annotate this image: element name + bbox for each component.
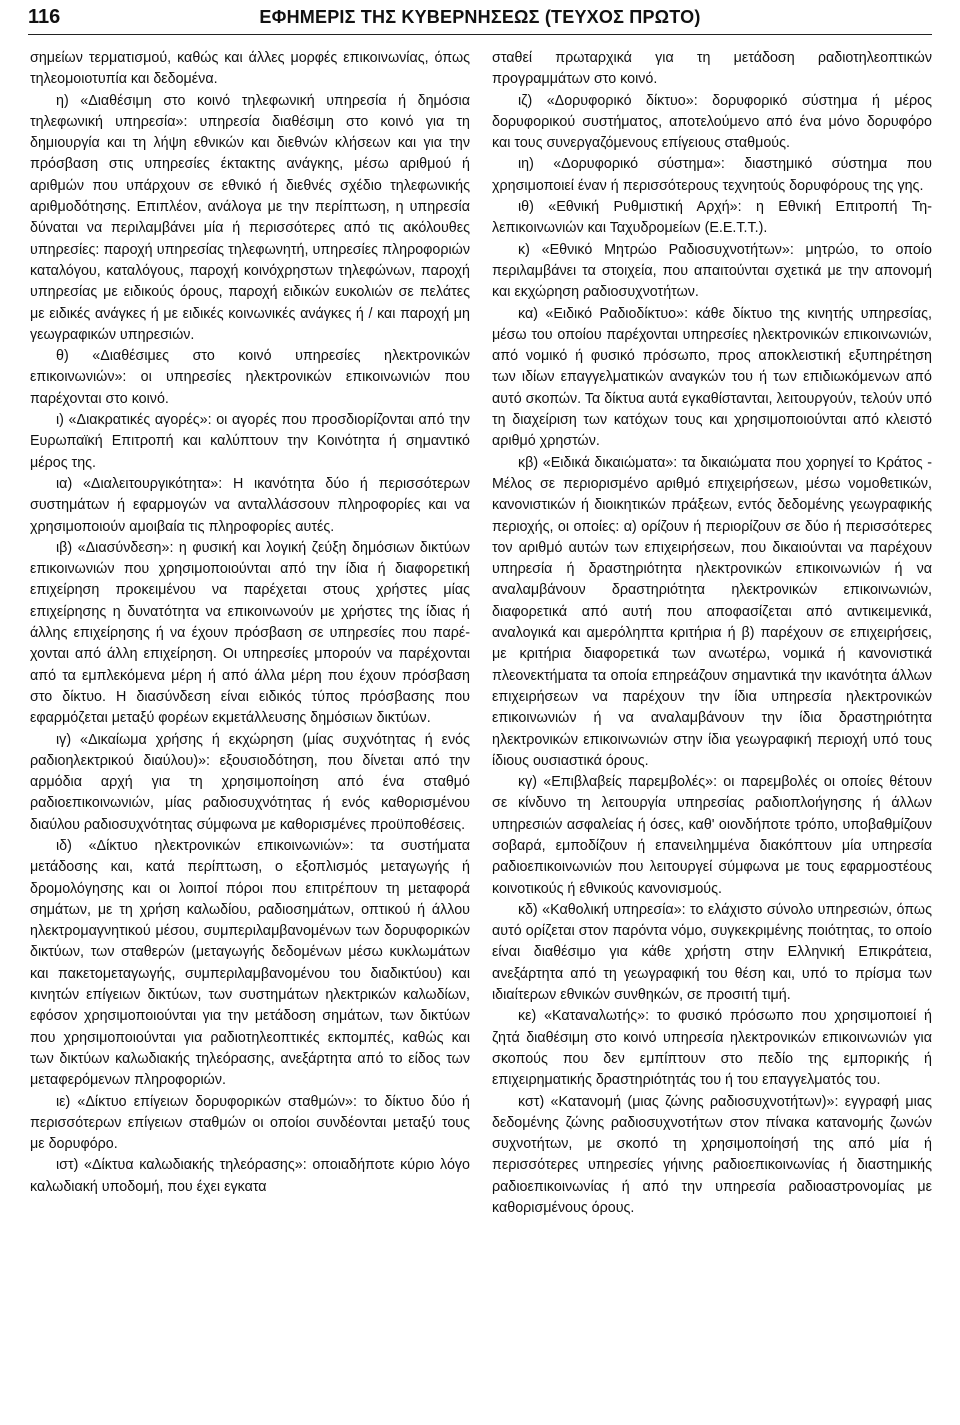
paragraph: κβ) «Ειδικά δικαιώματα»: τα δικαιώματα που χορηγεί το Κράτος - Μέλος σε περιορισμένο αριθμό επιχειρήσεων, μέσω νομοθετικών, κανονιστικών ή διοικητικών πράξεων, εντός δεδομένης γεωγραφικής περιοχής, οι οποίες: α) ορίζουν ή περιορίζουν σε δύο ή περισσότερες τον αριθμό αυτών των επιχειρήσεων, που δικαιούνται να παρέχουν υπηρεσία ή δραστηριότητα ηλεκτρονικών επικοινωνιών ή να αναλαμβάνουν δραστηριότητα ηλεκτρονικών επικοινωνιών, διαφορετικά από αυτή που αποφασίζεται από αντικειμενικά, αναλογικά και αμερόληπτα κριτήρια ή β) παρέχουν σε επιχειρήσεις, με κριτήρια διαφορετικά των ανωτέρω, νομικά ή κανονιστικά πλεονεκτήματα τα οποία επηρεάζουν σημαντικά την ικανότητα άλλων επιχειρήσεων να παρέχουν την ίδια υπηρεσία ηλεκτρονικών επικοινωνιών ή να αναλαμβάνουν την ίδια δραστηριότητα ηλεκτρονικών επικοινωνιών στην ίδια γεωγραφική περιοχή υπό τους ίδιους ουσιαστικά όρους. — [492, 454, 932, 769]
paragraph: ιστ) «Δίκτυα καλωδιακής τηλεόρασης»: οποιαδήποτε κύριο λόγο καλωδιακή υποδομή, που έχει εγκατα — [30, 1157, 470, 1195]
paragraph: ιη) «Δορυφορικό σύστημα»: διαστημικό σύστημα που χρησιμοποιεί έναν ή περισσότερους τεχνητούς δορυφόρους της γης. — [492, 156, 932, 194]
paragraph: ιζ) «Δορυφορικό δίκτυο»: δορυφορικό σύστημα ή μέρος δορυφορικού συστήματος, αποτελούμενο από ένα μόνο δορυφόρο και τους συνεργαζόμενους επίγειους σταθμούς. — [492, 92, 932, 152]
paragraph: κγ) «Επιβλαβείς παρεμβολές»: οι παρεμβολές οι οποίες θέτουν σε κίνδυνο τη λειτουργία υπηρεσίας ραδιοπλοήγησης ή άλλων υπηρεσιών ασφαλείας ή όσες, καθ' οιονδήποτε τρόπο, υποβαθμίζουν σοβαρά, εμποδίζουν ή επανειλημμένα διακόπτουν μία υπηρεσία ραδιοεπικοινωνιών που λειτουργεί σύμφωνα με τους εφαρμοστέους κοινοτικούς ή εθνικούς κανονισμούς. — [492, 774, 932, 897]
paragraph: ιβ) «Διασύνδεση»: η φυσική και λογική ζεύξη δημόσιων δικτύων επικοινωνιών που χρησιμοποιούνται από την ίδια ή διαφορετική επιχείρηση προκειμένου να παρέχεται στους χρήστες μίας επιχείρησης η δυνατότητα να επικοινωνούν με χρήστες της ίδιας ή άλλης επιχείρησης ή να έχουν πρόσβαση σε υπηρεσίες που παρέχονται από άλλη επιχείρηση. Οι υπηρεσίες μπορούν να παρέχονται από τα εμπλεκόμενα μέρη ή από άλλα μέρη που έχουν πρόσβαση στο δίκτυο. Η διασύνδεση είναι ειδικός τύπος πρόσβασης που εφαρμόζεται μεταξύ φορέων εκμετάλλευσης δημόσιων δικτύων. — [30, 539, 470, 727]
paragraph: κδ) «Καθολική υπηρεσία»: το ελάχιστο σύνολο υπηρεσιών, όπως αυτό ορίζεται στον παρόντα νόμο, συγκεκριμένης ποιότητας, το οποίο είναι διαθέσιμο για κάθε χρήστη στην Ελληνική Επικράτεια, ανεξάρτητα από τη γεωγραφική του θέση και, υπό το πρίσμα των ιδιαίτερων εθνικών συνθηκών, σε προσιτή τιμή. — [492, 901, 932, 1004]
header-rule — [28, 34, 932, 35]
paragraph: κστ) «Κατανομή (μιας ζώνης ραδιοσυχνοτήτων)»: εγγραφή μιας δεδομένης ζώνης ραδιοσυχνοτήτων στον πίνακα κατανομής ζωνών συχνοτήτων, με σκοπό τη χρησιμοποίησή της από μία ή περισσότερες υπηρεσίες γήινης ραδιοεπικοινωνίας ή διαστημικής ραδιοεπικοινωνίας ή από την υπηρεσία ραδιοαστρονομίας με καθορισμένους όρους. — [492, 1093, 932, 1217]
paragraph: κ) «Εθνικό Μητρώο Ραδιοσυχνοτήτων»: μητρώο, το οποίο περιλαμβάνει τα στοιχεία, που απαιτούνται σχετικά με την απονομή και εκχώρηση ραδιοσυχνοτήτων. — [492, 241, 932, 301]
paragraph: ιγ) «Δικαίωμα χρήσης ή εκχώρηση (μίας συχνότητας ή ενός ραδιοηλεκτρικού διαύλου)»: εξουσιοδότηση, που δίνεται από την αρμόδια αρχή για τη χρησιμοποίηση από ένα σταθμό ραδιοεπικοινωνιών, μίας ραδιοσυχνότητας ή ενός καθορισμένου διαύλου ραδιοσυχνότητας σύμφωνα με καθορισμένες προϋποθέσεις. — [30, 731, 470, 833]
paragraph: ια) «Διαλειτουργικότητα»: Η ικανότητα δύο ή περισσότερων συστημάτων ή εφαρμογών να ανταλλάσσουν πληροφορίες και να χρησιμοποιούν αμοιβαία τις πληροφορίες αυτές. — [30, 475, 470, 535]
paragraph: ιθ) «Εθνική Ρυθμιστική Αρχή»: η Εθνική Επιτροπή Τηλεπικοινωνιών και Ταχυδρομείων (Ε.Ε.Τ.Τ.). — [492, 199, 932, 237]
gazette-title: ΕΦΗΜΕΡΙΣ ΤΗΣ ΚΥΒΕΡΝΗΣΕΩΣ (ΤΕΥΧΟΣ ΠΡΩΤΟ) — [259, 6, 701, 27]
paragraph: σημείων τερματισμού, καθώς και άλλες μορφές επικοινωνίας, όπως τηλεομοιοτυπία και δεδομένα. — [30, 50, 470, 88]
paragraph: η) «Διαθέσιμη στο κοινό τηλεφωνική υπηρεσία ή δημόσια τηλεφωνική υπηρεσία»: υπηρεσία διαθέσιμη στο κοινό για τη δημιουργία και τη λήψη εθνικών και διεθνών κλήσεων και για την πρόσβαση στις υπηρεσίες έκτακτης ανάγκης, μέσω αριθμού ή αριθμών που υπάρχουν σε εθνικό ή διεθνές σχέδιο τηλεφωνικής αριθμοδότησης. Επιπλέον, ανάλογα με την περίπτωση, η υπηρεσία δύναται να περιλαμβάνει μία ή περισσότερες από τις ακόλουθες υπηρεσίες: παροχή υπηρεσίας τηλεφωνητή, υπηρεσίες πληροφοριών καταλόγου, καταλόγους, παροχή κοινόχρηστων τηλεφώνων, παροχή υπηρεσίας με ειδικούς όρους, παροχή ειδικών ευκολιών σε πελάτες με ειδικές ανάγκες ή με ειδικές κοινωνικές ανάγκες ή / και παροχή μη γεωγραφικών υπηρεσιών. — [30, 92, 470, 343]
paragraph: ιε) «Δίκτυο επίγειων δορυφορικών σταθμών»: το δίκτυο δύο ή περισσότερων επίγειων σταθμών οι οποίοι συνδέονται μεταξύ τους με δορυφόρο. — [30, 1093, 470, 1153]
paragraph: σταθεί πρωταρχικά για τη μετάδοση ραδιοτηλεοπτικών προγραμμάτων στο κοινό. — [492, 50, 932, 88]
paragraph: ιδ) «Δίκτυο ηλεκτρονικών επικοινωνιών»: τα συστήματα μετάδοσης και, κατά περίπτωση, ο εξοπλισμός μεταγωγής ή δρομολόγησης και οι λοιποί πόροι που επιτρέπουν τη μεταφορά σημάτων, με τη χρήση καλωδίου, ραδιοσημάτων, οπτικού ή άλλου ηλεκτρομαγνητικού μέσου, συμπεριλαμβανομένων των δορυφορικών δικτύων, των σταθερών (μεταγωγής δεδομένων μέσω κυκλωμάτων και πακετομεταγωγής, συμπεριλαμβανομένου του διαδικτύου) και κινητών επίγειων δικτύων, των συστημάτων ηλεκτρικών καλωδίων, εφόσον χρησιμοποιούνται για την μετάδοση σημάτων, των δικτύων που χρησιμοποιούνται για ραδιοτηλεοπτικές εκπομπές, καθώς και των δικτύων καλωδιακής τηλεόρασης, ανεξάρτητα από το είδος των μεταφερόμενων πληροφοριών. — [30, 837, 470, 1089]
paragraph: θ) «Διαθέσιμες στο κοινό υπηρεσίες ηλεκτρονικών επικοινωνιών»: οι υπηρεσίες ηλεκτρονικών επικοινωνιών που παρέχονται στο κοινό. — [30, 348, 470, 407]
right-column — [492, 48, 932, 1219]
page-number: 116 — [28, 5, 61, 28]
left-column — [30, 48, 470, 1198]
page-header — [28, 2, 932, 32]
paragraph: ι) «Διακρατικές αγορές»: οι αγορές που προσδιορίζονται από την Ευρωπαϊκή Επιτροπή και καλύπτουν την Κοινότητα ή σημαντικό μέρος της. — [30, 412, 470, 471]
paragraph: κε) «Καταναλωτής»: το φυσικό πρόσωπο που χρησιμοποιεί ή ζητά διαθέσιμη στο κοινό υπηρεσία ηλεκτρονικών επικοινωνιών για σκοπούς που δεν εμπίπτουν στο πεδίο της εμπορικής ή επιχειρηματικής δραστηριότητάς του ή του επαγγελματός του. — [492, 1008, 932, 1089]
paragraph: κα) «Ειδικό Ραδιοδίκτυο»: κάθε δίκτυο της κινητής υπηρεσίας, μέσω του οποίου παρέχονται υπηρεσίες ηλεκτρονικών επικοινωνιών, από νομικό ή φυσικό πρόσωπο, προς αποκλειστική εξυπηρέτηση των ιδίων επαγγελματικών αναγκών του ή των επιδιωκόμενων από αυτό σκοπών. Τα δίκτυα αυτά εγκαθίστανται, λειτουργούν, τελούν υπό τη διαχείριση των κατόχων τους και χρησιμοποιούνται από κλειστό αριθμό χρηστών. — [492, 305, 932, 450]
